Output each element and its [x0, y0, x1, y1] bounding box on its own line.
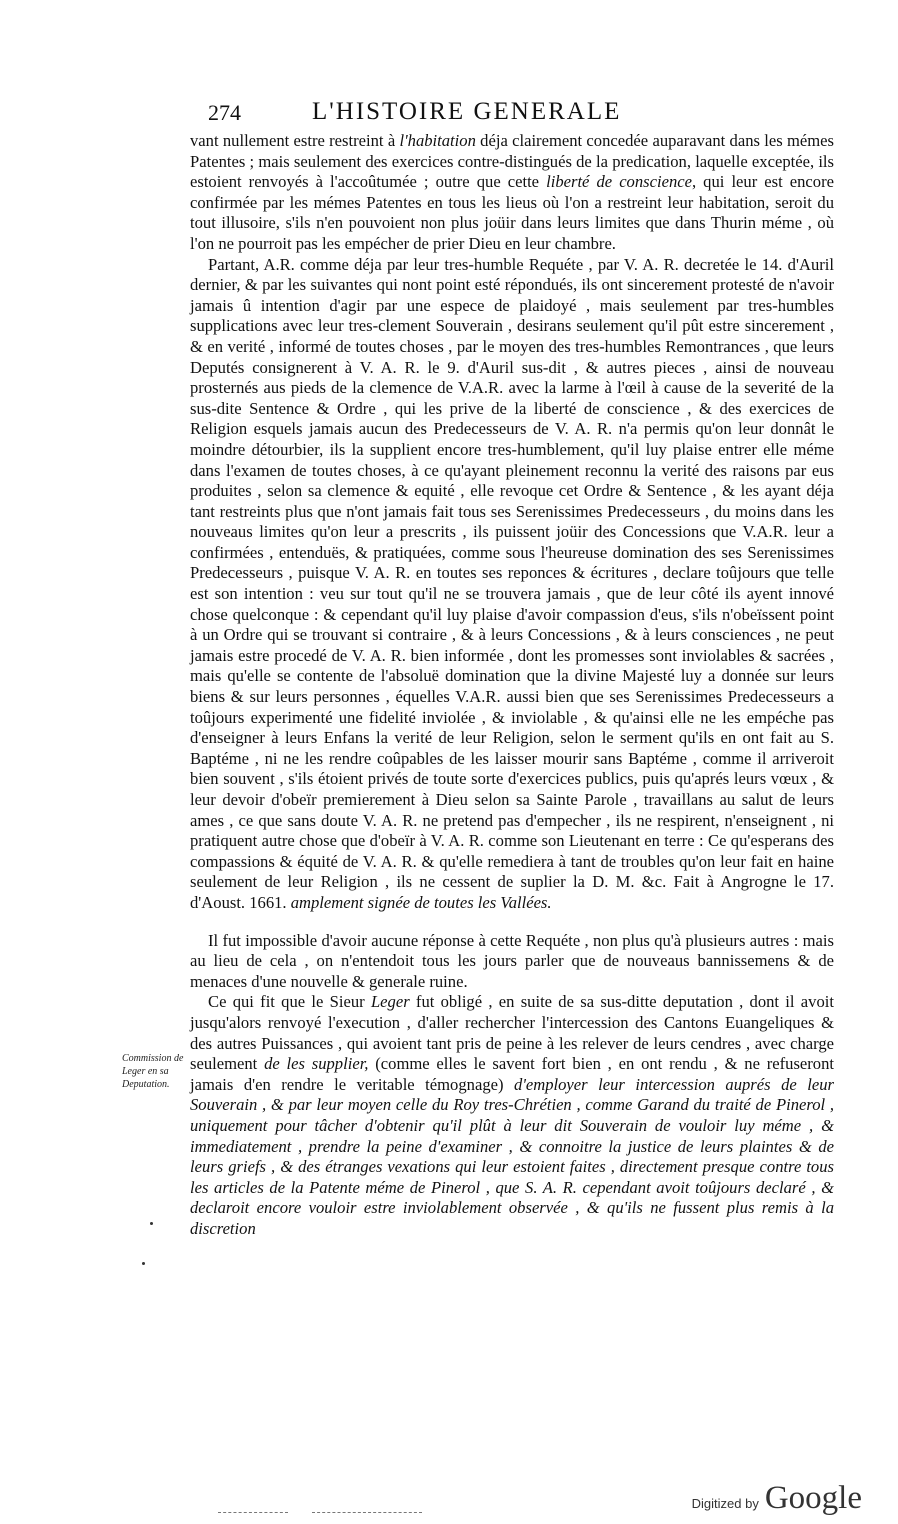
p1-text-a: vant nullement estre restreint à [190, 131, 400, 150]
running-title: L'HISTOIRE GENERALE [312, 98, 622, 125]
p2-italic-signature: amplement signée de toutes les Vallées. [290, 892, 552, 912]
p4-italic-intercession: d'employer leur intercession auprés de leur Souverain , & par leur moyen celle du Roy tres-Chrétien , comme Garand du traité de Pinerol , uniquement pour tâcher d'obtenir qu'il plût à leur dit Souverain de vouloir luy méme , & immediatement , prendre la peine d'examiner , & connoitre la justice de leurs plaintes & de leurs griefs , & des étranges vexations qui leur estoient faites , directement presque contre tous les articles de la Patente méme de Pinerol , que S. A. R. cependant avoit toûjours declaré , & declaroit encore vouloir estre inviolablement observée , & qu'ils ne fussent plus remis à la discretion [190, 1074, 834, 1238]
p1-italic-liberte: liberté de conscience [546, 172, 692, 192]
margin-note: Commission de Leger en sa Deputation. [122, 1053, 184, 1090]
paragraph-4 [190, 992, 834, 1239]
body-text [190, 131, 834, 1239]
bottom-rule [312, 1512, 422, 1513]
ink-speck [150, 1222, 153, 1225]
digitization-watermark [692, 1480, 862, 1517]
p4-italic-supplier: de les supplier, [264, 1054, 369, 1074]
watermark-prefix: Digitized by [691, 1496, 759, 1511]
p2-text-a: Partant, A.R. comme déja par leur tres-humble Requéte , par V. A. R. decretée le 14. d'Auril dernier, & par les suivantes qui nont point esté répondués, ils ont sincerement protesté de n'avoir jamais û intention d'agir par une espece de plaidoyé , mais seulement par tres-humbles supplications avec leur tres-clement Souverain , desirans seulement qu'il pût estre sincerement , & en verité , informé de toutes choses , par le moyen des tres-humbles Remontrances , que leurs Deputés consignerent à V. A. R. le 9. d'Auril sus-dit , & autres pieces , ainsi de nouveau prosternés aus pieds de la clemence de V.A.R. avec la larme à l'œil à cause de la severité de la sus-dite Sentence & Ordre , qui les prive de la liberté de conscience , & des exercices de Religion esquels jamais aucun des Predecesseurs de V. A. R. n'a permis qu'on leur donnât le moindre détourbier, ils la supplient encore tres-humblement, qu'il luy plaise entrer elle méme dans l'examen de toutes choses, à ce qu'ayant pleinement reconnu la verité des raisons par eus produites , selon sa clemence & equité , elle revoque cet Ordre & Sentence , & les ayant déja tant restreints plus que n'ont jamais fait tous ses Serenissimes Predecesseurs , du moins dans les nouveaus limites qu'on leur a prescrits , ils puissent joüir des Concessions que V.A.R. leur a confirmées , entenduës, & pratiquées, comme sous l'heureuse domination des ses Serenissimes Predecesseurs , puisque V. A. R. en toutes ses reponces & écritures , declare toûjours que telle est son intention : veu sur tout qu'il ne se trouvera jamais , que de leur côté ils ayent innové chose quelconque : & cependant qu'il luy plaise d'avoir compassion d'eus, s'ils n'obeïssent point à un Ordre qui se trouvant si contraire , & à leurs Concessions , & à leurs consciences , ne peut jamais estre procedé de V. A. R. bien informée , dont les promesses sont inviolables & sacrées , mais qu'elle se contente de l'absoluë domination que la divine Majesté luy a donnée sur leurs biens & sur leurs personnes , équelles V.A.R. aussi bien que ses Serenissimes Predecesseurs a toûjours experimenté une fidelité inviolée , & inviolable , & qu'ainsi elle ne les empéche pas d'enseigner à leurs Enfans la verité de leur Religion, selon le serment qu'ils en ont fait au S. Baptéme , ni ne les rendre coûpables de les laisser mourir sans Baptéme , comme il arriveroit bien souvent , s'ils étoient privés de toute sorte d'exercices publics, puis qu'aprés leurs vœux , & leur devoir d'obeïr premierement à Dieu selon sa Sainte Parole , travaillans au salut de leurs ames , ce que sans doute V. A. R. ne pretend pas d'empecher , ils ne respirent, n'enseignent , ni pratiquent autre chose que d'obeïr à V. A. R. comme son Lieutenant en terre : Ce qu'esperans des compassions & équité de V. A. R. & qu'elle remediera à tant de troubles qu'on leur fait en haine seulement de leur Religion , ils ne cessent de suplier la D. M. &c. Fait à Angrogne le 17. d'Aoust. 1661. [190, 254, 834, 912]
bottom-rule [218, 1512, 288, 1513]
paragraph-1 [190, 131, 834, 255]
p4-text-c: fut obligé , en suite de sa sus-ditte deputation , dont il avoit jusqu'alors renvoyé l'execution , d'aller rechercher l'intercession des Cantons Euangeliques & des autres Puissances , qui avoient tant pris de peine à les relever de leurs cendres , avec charge seulement [190, 992, 834, 1074]
p1-text-e: , qui leur est encore confirmée par les mémes Patentes en tous les lieus où l'on a restreint leur habitation, seroit du tout illusoire, s'ils n'en pouvoient non plus joüir dans leurs limites que dans Thurin méme , où l'on ne pourroit pas les empécher de prier Dieu en leur chambre. [190, 172, 834, 253]
ink-speck [142, 1262, 145, 1265]
p1-italic-habitation: l'habitation [399, 131, 476, 150]
p4-text-a: Ce qui fit que le Sieur [208, 992, 371, 1012]
p1-text-c: déja clairement concedée auparavant dans les mémes Patentes ; mais seulement des exercices contre-distingués de la predication, laquelle exceptée, ils estoient renvoyés à l'accoûtumée ; outre que cette [190, 131, 834, 192]
paragraph-2 [190, 255, 834, 914]
page-header [208, 100, 848, 130]
paragraph-3: Il fut impossible d'avoir aucune réponse à cette Requéte , non plus qu'à plusieurs autres : mais au lieu de cela , on n'entendoit tous les jours parler que de nouveaus bannissemens & de menaces d'une nouvelle & generale ruine. [190, 930, 834, 991]
p4-text-e: (comme elles le savent fort bien , en ont rendu , & ne refuseront jamais d'en rendre le veritable témognage) [190, 1054, 835, 1094]
page-number: 274 [208, 100, 241, 125]
google-logo: Google [764, 1480, 862, 1516]
p4-italic-leger: Leger [370, 992, 410, 1012]
